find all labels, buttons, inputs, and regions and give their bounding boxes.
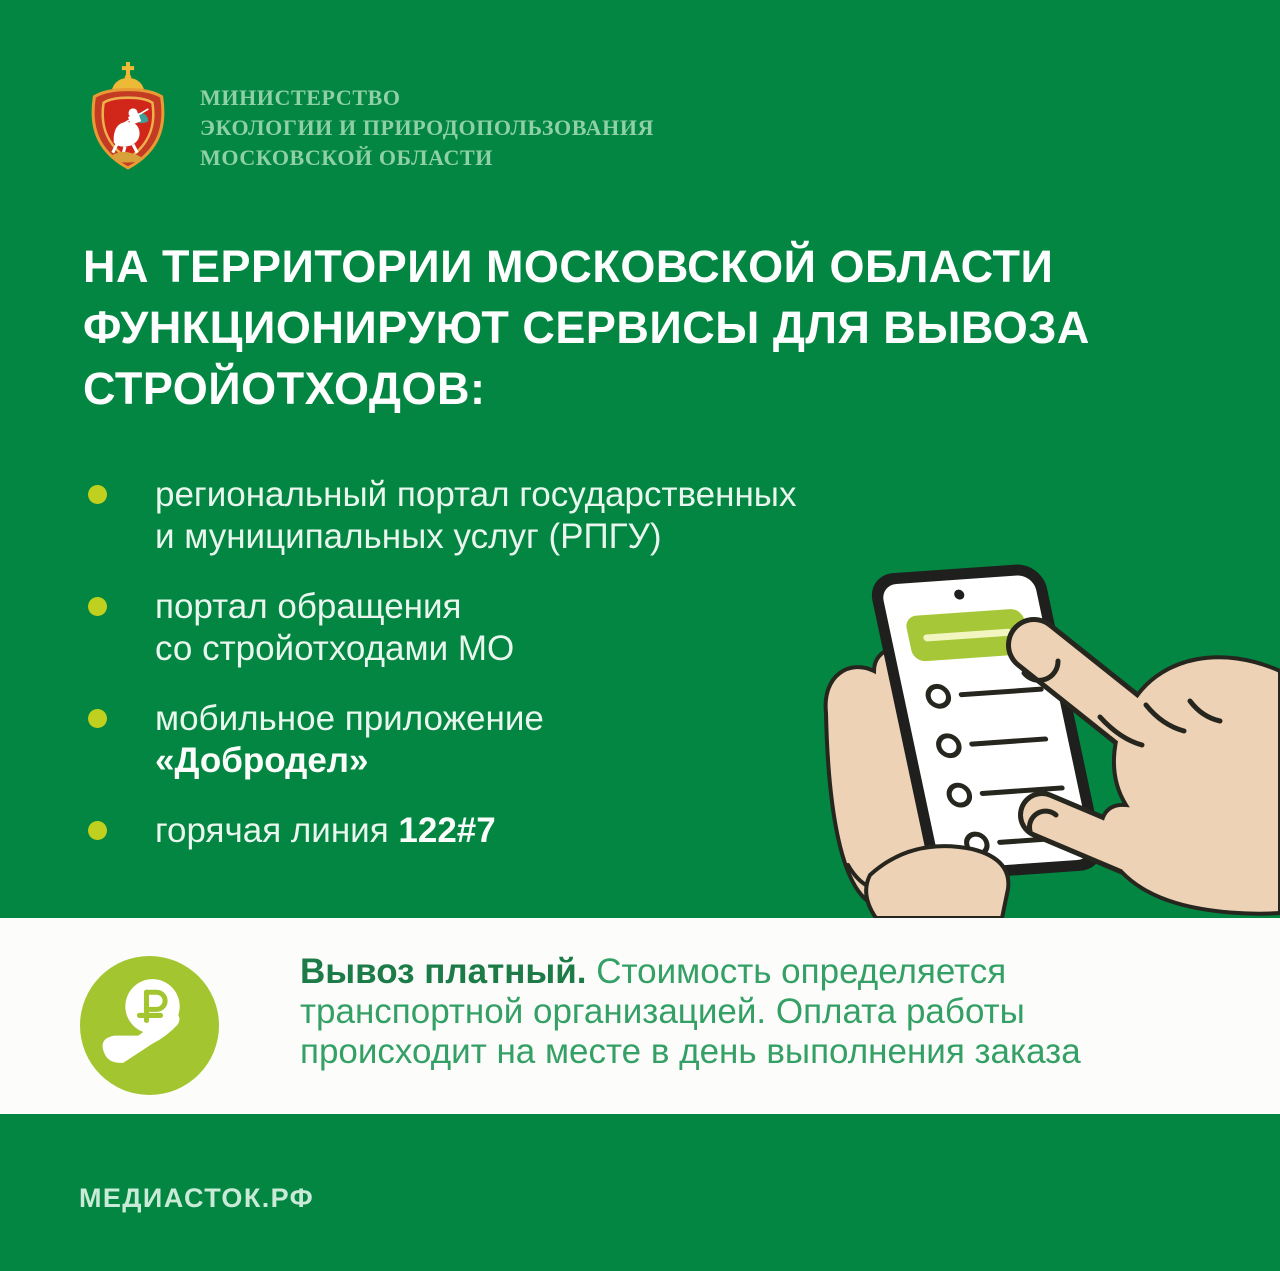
- payment-text: [300, 952, 1081, 1072]
- hands-holding-phone-illustration: [812, 553, 1280, 918]
- bullet-dot-icon: [88, 709, 107, 728]
- bullet-dot-icon: [88, 485, 107, 504]
- ministry-header: [82, 60, 654, 173]
- text: горячая линия: [155, 811, 399, 850]
- text: происходит на месте в день выполнения заказа: [300, 1032, 1081, 1071]
- service-text: [155, 474, 796, 558]
- service-item: [88, 474, 808, 558]
- service-text: [155, 586, 514, 670]
- ruble-coin-in-hand-icon: [80, 956, 219, 1095]
- service-item: [88, 698, 808, 782]
- text: мобильное приложение: [155, 699, 544, 738]
- service-item: [88, 586, 808, 670]
- service-text: [155, 698, 544, 782]
- page-title-line: СТРОЙОТХОДОВ:: [83, 363, 486, 414]
- text: портал обращения: [155, 587, 462, 626]
- bullet-dot-icon: [88, 597, 107, 616]
- text-bold: Вывоз платный.: [300, 952, 587, 991]
- services-list: [88, 474, 808, 852]
- ministry-name-line: ЭКОЛОГИИ И ПРИРОДОПОЛЬЗОВАНИЯ: [200, 115, 655, 140]
- text-bold: 122#7: [398, 811, 496, 850]
- page-title-line: ФУНКЦИОНИРУЮТ СЕРВИСЫ ДЛЯ ВЫВОЗА: [83, 302, 1090, 353]
- service-text: [155, 810, 496, 852]
- ministry-name-line: МИНИСТЕРСТВО: [200, 85, 401, 110]
- text-bold: «Добродел»: [155, 741, 369, 780]
- bullet-dot-icon: [88, 821, 107, 840]
- text: Стоимость определяется: [586, 952, 1007, 991]
- text: транспортной организацией. Оплата работы: [300, 992, 1025, 1031]
- page-title: [83, 236, 1090, 419]
- payment-band: [0, 918, 1280, 1114]
- text: региональный портал государственных: [155, 475, 797, 514]
- service-item: [88, 810, 808, 852]
- ministry-name: [200, 60, 654, 173]
- watermark: МЕДИАСТОК.РФ: [79, 1183, 315, 1213]
- ministry-name-line: МОСКОВСКОЙ ОБЛАСТИ: [200, 145, 494, 170]
- moscow-region-coat-of-arms-icon: [82, 60, 174, 170]
- text: и муниципальных услуг (РПГУ): [155, 517, 662, 556]
- text: со стройотходами МО: [155, 629, 515, 668]
- page-title-line: НА ТЕРРИТОРИИ МОСКОВСКОЙ ОБЛАСТИ: [83, 241, 1054, 292]
